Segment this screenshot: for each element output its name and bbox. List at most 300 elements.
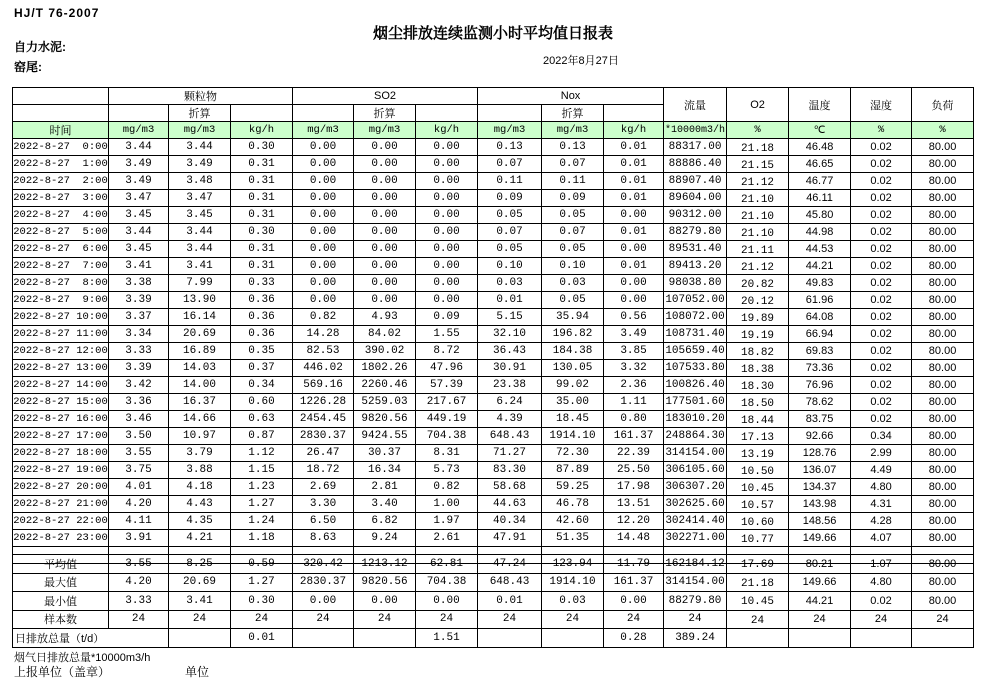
value-cell: 80.00 [912, 326, 974, 343]
value-cell: 18.30 [727, 377, 789, 394]
value-cell: 0.35 [231, 343, 293, 360]
value-cell: 0.00 [416, 275, 478, 292]
empty-cell [604, 105, 664, 122]
value-cell: 2454.45 [293, 411, 354, 428]
value-cell: 46.78 [542, 496, 604, 513]
value-cell: 3.49 [604, 326, 664, 343]
value-cell: 648.43 [478, 573, 542, 592]
value-cell: 0.02 [851, 309, 912, 326]
value-cell: 3.45 [169, 207, 231, 224]
report-table [12, 87, 974, 564]
value-cell: 3.44 [169, 224, 231, 241]
value-cell: 20.82 [727, 275, 789, 292]
value-cell: 20.69 [169, 326, 231, 343]
value-cell: 0.34 [851, 428, 912, 445]
page-title: 烟尘排放连续监测小时平均值日报表 [372, 25, 613, 42]
value-cell: 302414.40 [664, 513, 727, 530]
value-cell: 1.07 [851, 555, 912, 574]
value-cell: 0.03 [478, 275, 542, 292]
time-cell: 2022-8-27 13:00 [13, 360, 109, 377]
value-cell: 13.19 [727, 445, 789, 462]
value-cell: 1.55 [416, 326, 478, 343]
value-cell: 1.23 [231, 479, 293, 496]
converted-label: 折算 [169, 105, 231, 122]
value-cell: 128.76 [789, 445, 851, 462]
value-cell: 89413.20 [664, 258, 727, 275]
value-cell: 24 [664, 610, 727, 629]
unit-cell: mg/m3 [354, 122, 416, 139]
value-cell: 3.55 [109, 445, 169, 462]
time-cell: 2022-8-27 19:00 [13, 462, 109, 479]
value-cell: 80.00 [912, 462, 974, 479]
value-cell: 0.03 [542, 592, 604, 611]
value-cell: 1226.28 [293, 394, 354, 411]
value-cell: 0.00 [293, 241, 354, 258]
header-flow: 流量 [664, 88, 727, 122]
value-cell: 44.53 [789, 241, 851, 258]
value-cell: 0.33 [231, 275, 293, 292]
value-cell: 80.00 [912, 377, 974, 394]
value-cell: 58.68 [478, 479, 542, 496]
empty-cell [478, 105, 542, 122]
value-cell: 80.00 [912, 592, 974, 611]
value-cell: 14.66 [169, 411, 231, 428]
value-cell [293, 629, 354, 648]
value-cell: 0.13 [542, 139, 604, 156]
time-cell: 2022-8-27 4:00 [13, 207, 109, 224]
value-cell: 3.41 [169, 258, 231, 275]
company-name: 自力水泥: [14, 40, 66, 54]
value-cell: 107052.00 [664, 292, 727, 309]
value-cell: 36.43 [478, 343, 542, 360]
value-cell: 89604.00 [664, 190, 727, 207]
value-cell: 62.81 [416, 555, 478, 574]
value-cell: 80.00 [912, 156, 974, 173]
value-cell: 3.44 [169, 139, 231, 156]
value-cell: 18.82 [727, 343, 789, 360]
value-cell: 108731.40 [664, 326, 727, 343]
value-cell: 0.30 [231, 139, 293, 156]
value-cell: 149.66 [789, 573, 851, 592]
value-cell: 0.00 [293, 592, 354, 611]
value-cell: 24 [169, 610, 231, 629]
value-cell: 80.00 [912, 479, 974, 496]
value-cell: 49.83 [789, 275, 851, 292]
value-cell: 0.05 [542, 241, 604, 258]
hour-row [13, 207, 974, 224]
value-cell: 0.00 [604, 292, 664, 309]
value-cell: 21.18 [727, 573, 789, 592]
value-cell: 78.62 [789, 394, 851, 411]
value-cell: 0.13 [478, 139, 542, 156]
value-cell: 306307.20 [664, 479, 727, 496]
value-cell: 13.90 [169, 292, 231, 309]
value-cell: 80.00 [912, 530, 974, 547]
value-cell: 4.20 [109, 573, 169, 592]
value-cell: 1.15 [231, 462, 293, 479]
unit-cell: mg/m3 [478, 122, 542, 139]
value-cell: 80.00 [912, 309, 974, 326]
header-humidity: 湿度 [851, 88, 912, 122]
value-cell: 1.51 [416, 629, 478, 648]
value-cell: 1.24 [231, 513, 293, 530]
value-cell: 10.60 [727, 513, 789, 530]
unit-cell: mg/m3 [293, 122, 354, 139]
summary-label: 样本数 [13, 610, 109, 629]
value-cell: 5.73 [416, 462, 478, 479]
value-cell: 9820.56 [354, 411, 416, 428]
value-cell: 100826.40 [664, 377, 727, 394]
value-cell: 80.21 [789, 555, 851, 574]
value-cell: 3.32 [604, 360, 664, 377]
value-cell: 107533.80 [664, 360, 727, 377]
value-cell: 0.00 [354, 224, 416, 241]
value-cell: 0.00 [293, 207, 354, 224]
value-cell: 0.00 [293, 224, 354, 241]
unit-label: 单位 [185, 665, 210, 679]
time-cell: 2022-8-27 21:00 [13, 496, 109, 513]
value-cell: 0.01 [231, 629, 293, 648]
value-cell: 0.02 [851, 241, 912, 258]
value-cell: 302625.60 [664, 496, 727, 513]
value-cell: 84.02 [354, 326, 416, 343]
group-so2: SO2 [293, 88, 478, 105]
value-cell: 0.02 [851, 207, 912, 224]
value-cell: 196.82 [542, 326, 604, 343]
value-cell: 8.25 [169, 555, 231, 574]
value-cell: 24 [231, 610, 293, 629]
value-cell: 80.00 [912, 445, 974, 462]
hour-row [13, 479, 974, 496]
value-cell: 1802.26 [354, 360, 416, 377]
value-cell: 22.39 [604, 445, 664, 462]
value-cell: 0.37 [231, 360, 293, 377]
value-cell: 64.08 [789, 309, 851, 326]
value-cell: 80.00 [912, 513, 974, 530]
value-cell: 0.01 [604, 156, 664, 173]
value-cell: 10.45 [727, 592, 789, 611]
value-cell: 0.02 [851, 156, 912, 173]
value-cell: 72.30 [542, 445, 604, 462]
converted-label: 折算 [354, 105, 416, 122]
value-cell: 47.96 [416, 360, 478, 377]
value-cell: 7.99 [169, 275, 231, 292]
value-cell: 80.00 [912, 173, 974, 190]
value-cell: 3.75 [109, 462, 169, 479]
header-units-row [13, 122, 974, 139]
value-cell [354, 629, 416, 648]
hour-row [13, 275, 974, 292]
value-cell: 143.98 [789, 496, 851, 513]
value-cell: 4.28 [851, 513, 912, 530]
value-cell: 0.00 [293, 156, 354, 173]
value-cell: 4.39 [478, 411, 542, 428]
value-cell: 0.05 [478, 241, 542, 258]
value-cell: 0.31 [231, 241, 293, 258]
value-cell: 44.98 [789, 224, 851, 241]
value-cell: 21.10 [727, 207, 789, 224]
value-cell: 0.02 [851, 592, 912, 611]
value-cell: 3.44 [109, 139, 169, 156]
value-cell: 3.44 [109, 224, 169, 241]
hour-row [13, 377, 974, 394]
value-cell: 248864.30 [664, 428, 727, 445]
unit-cell: kg/h [416, 122, 478, 139]
value-cell: 0.00 [293, 292, 354, 309]
value-cell: 80.00 [912, 224, 974, 241]
value-cell: 161.37 [604, 573, 664, 592]
value-cell: 0.00 [354, 139, 416, 156]
value-cell: 16.14 [169, 309, 231, 326]
value-cell: 3.41 [109, 258, 169, 275]
value-cell: 80.00 [912, 555, 974, 574]
value-cell: 306105.60 [664, 462, 727, 479]
value-cell: 0.00 [293, 190, 354, 207]
value-cell: 0.59 [231, 555, 293, 574]
value-cell: 4.43 [169, 496, 231, 513]
value-cell: 46.77 [789, 173, 851, 190]
value-cell: 1213.12 [354, 555, 416, 574]
value-cell: 0.01 [604, 173, 664, 190]
unit-cell: % [851, 122, 912, 139]
value-cell: 88907.40 [664, 173, 727, 190]
value-cell: 10.57 [727, 496, 789, 513]
time-cell: 2022-8-27 23:00 [13, 530, 109, 547]
value-cell: 0.11 [542, 173, 604, 190]
value-cell: 14.03 [169, 360, 231, 377]
header-temperature: 温度 [789, 88, 851, 122]
hour-row [13, 462, 974, 479]
value-cell: 16.34 [354, 462, 416, 479]
value-cell: 44.63 [478, 496, 542, 513]
time-cell: 2022-8-27 7:00 [13, 258, 109, 275]
value-cell: 4.80 [851, 573, 912, 592]
value-cell: 108072.00 [664, 309, 727, 326]
value-cell: 80.00 [912, 207, 974, 224]
value-cell: 59.25 [542, 479, 604, 496]
header-o2: O2 [727, 88, 789, 122]
value-cell: 0.00 [354, 207, 416, 224]
value-cell: 217.67 [416, 394, 478, 411]
value-cell: 98038.80 [664, 275, 727, 292]
value-cell: 0.56 [604, 309, 664, 326]
value-cell: 0.01 [604, 258, 664, 275]
value-cell: 1.97 [416, 513, 478, 530]
value-cell [478, 629, 542, 648]
value-cell: 16.37 [169, 394, 231, 411]
value-cell [851, 629, 912, 648]
value-cell: 569.16 [293, 377, 354, 394]
value-cell: 314154.00 [664, 445, 727, 462]
time-cell: 2022-8-27 18:00 [13, 445, 109, 462]
value-cell: 6.24 [478, 394, 542, 411]
value-cell: 76.96 [789, 377, 851, 394]
value-cell: 4.11 [109, 513, 169, 530]
value-cell: 1.27 [231, 573, 293, 592]
time-cell: 2022-8-27 6:00 [13, 241, 109, 258]
header-group-row [13, 88, 974, 105]
value-cell: 0.00 [293, 275, 354, 292]
hour-row [13, 156, 974, 173]
value-cell: 3.47 [169, 190, 231, 207]
summary-label: 日排放总量（t/d） [13, 629, 169, 648]
value-cell: 0.00 [416, 241, 478, 258]
hour-row [13, 173, 974, 190]
unit-cell: mg/m3 [169, 122, 231, 139]
value-cell: 57.39 [416, 377, 478, 394]
value-cell: 8.31 [416, 445, 478, 462]
value-cell: 0.07 [542, 224, 604, 241]
value-cell: 320.42 [293, 555, 354, 574]
hour-row [13, 343, 974, 360]
value-cell: 0.31 [231, 258, 293, 275]
value-cell: 0.11 [478, 173, 542, 190]
hour-row [13, 139, 974, 156]
value-cell: 0.02 [851, 190, 912, 207]
value-cell: 0.00 [604, 241, 664, 258]
value-cell: 3.45 [109, 241, 169, 258]
time-cell: 2022-8-27 12:00 [13, 343, 109, 360]
value-cell: 11.79 [604, 555, 664, 574]
value-cell: 80.00 [912, 411, 974, 428]
time-cell: 2022-8-27 2:00 [13, 173, 109, 190]
header-time: 时间 [13, 122, 109, 139]
value-cell: 24 [912, 610, 974, 629]
value-cell: 0.02 [851, 377, 912, 394]
value-cell: 148.56 [789, 513, 851, 530]
value-cell: 0.02 [851, 411, 912, 428]
value-cell: 88279.80 [664, 592, 727, 611]
value-cell: 6.50 [293, 513, 354, 530]
value-cell: 149.66 [789, 530, 851, 547]
empty-cell [231, 105, 293, 122]
time-cell: 2022-8-27 0:00 [13, 139, 109, 156]
value-cell: 0.00 [293, 258, 354, 275]
unit-cell: kg/h [231, 122, 293, 139]
hour-row [13, 428, 974, 445]
value-cell: 9424.55 [354, 428, 416, 445]
value-cell: 88317.00 [664, 139, 727, 156]
value-cell: 4.31 [851, 496, 912, 513]
value-cell [912, 629, 974, 648]
value-cell: 184.38 [542, 343, 604, 360]
value-cell: 0.00 [354, 275, 416, 292]
value-cell: 24 [478, 610, 542, 629]
value-cell: 0.01 [478, 292, 542, 309]
value-cell: 0.00 [416, 190, 478, 207]
value-cell: 0.05 [478, 207, 542, 224]
value-cell: 3.49 [169, 156, 231, 173]
value-cell: 80.00 [912, 258, 974, 275]
value-cell: 92.66 [789, 428, 851, 445]
value-cell: 0.00 [354, 241, 416, 258]
value-cell: 0.02 [851, 173, 912, 190]
value-cell: 1914.10 [542, 428, 604, 445]
value-cell: 3.39 [109, 292, 169, 309]
value-cell: 2.36 [604, 377, 664, 394]
value-cell [789, 629, 851, 648]
value-cell: 4.07 [851, 530, 912, 547]
value-cell: 446.02 [293, 360, 354, 377]
value-cell: 3.88 [169, 462, 231, 479]
value-cell: 24 [851, 610, 912, 629]
value-cell: 0.02 [851, 394, 912, 411]
value-cell: 0.28 [604, 629, 664, 648]
value-cell: 25.50 [604, 462, 664, 479]
value-cell: 73.36 [789, 360, 851, 377]
value-cell: 21.10 [727, 224, 789, 241]
flow-total-note: 烟气日排放总量*10000m3/h [14, 652, 151, 664]
value-cell: 0.87 [231, 428, 293, 445]
value-cell: 23.38 [478, 377, 542, 394]
summary-table [12, 554, 974, 648]
value-cell: 0.02 [851, 360, 912, 377]
empty-cell [416, 105, 478, 122]
value-cell: 47.91 [478, 530, 542, 547]
value-cell: 3.41 [169, 592, 231, 611]
value-cell: 88886.40 [664, 156, 727, 173]
value-cell: 0.01 [604, 139, 664, 156]
value-cell: 80.00 [912, 360, 974, 377]
value-cell: 0.00 [416, 258, 478, 275]
value-cell: 80.00 [912, 496, 974, 513]
value-cell: 3.36 [109, 394, 169, 411]
hour-row [13, 326, 974, 343]
hour-row [13, 360, 974, 377]
value-cell: 71.27 [478, 445, 542, 462]
value-cell: 87.89 [542, 462, 604, 479]
value-cell: 20.12 [727, 292, 789, 309]
value-cell: 3.45 [109, 207, 169, 224]
value-cell: 0.00 [416, 592, 478, 611]
value-cell: 16.89 [169, 343, 231, 360]
value-cell: 47.24 [478, 555, 542, 574]
value-cell: 10.77 [727, 530, 789, 547]
value-cell: 24 [109, 610, 169, 629]
value-cell: 10.97 [169, 428, 231, 445]
value-cell: 0.05 [542, 207, 604, 224]
value-cell: 0.09 [478, 190, 542, 207]
value-cell: 161.37 [604, 428, 664, 445]
value-cell: 0.00 [354, 258, 416, 275]
value-cell: 136.07 [789, 462, 851, 479]
value-cell: 51.35 [542, 530, 604, 547]
value-cell: 0.03 [542, 275, 604, 292]
value-cell: 32.10 [478, 326, 542, 343]
value-cell: 10.50 [727, 462, 789, 479]
value-cell: 0.80 [604, 411, 664, 428]
value-cell: 90312.00 [664, 207, 727, 224]
value-cell: 24 [789, 610, 851, 629]
value-cell: 14.00 [169, 377, 231, 394]
value-cell: 24 [727, 610, 789, 629]
value-cell: 0.02 [851, 139, 912, 156]
time-cell: 2022-8-27 17:00 [13, 428, 109, 445]
value-cell: 19.19 [727, 326, 789, 343]
value-cell: 3.42 [109, 377, 169, 394]
value-cell: 80.00 [912, 428, 974, 445]
value-cell: 0.60 [231, 394, 293, 411]
empty-cell [293, 105, 354, 122]
summary-row [13, 610, 974, 629]
value-cell: 2.99 [851, 445, 912, 462]
summary-row [13, 592, 974, 611]
value-cell: 80.00 [912, 190, 974, 207]
value-cell: 0.82 [416, 479, 478, 496]
value-cell: 83.75 [789, 411, 851, 428]
unit-cell: % [912, 122, 974, 139]
value-cell: 9820.56 [354, 573, 416, 592]
